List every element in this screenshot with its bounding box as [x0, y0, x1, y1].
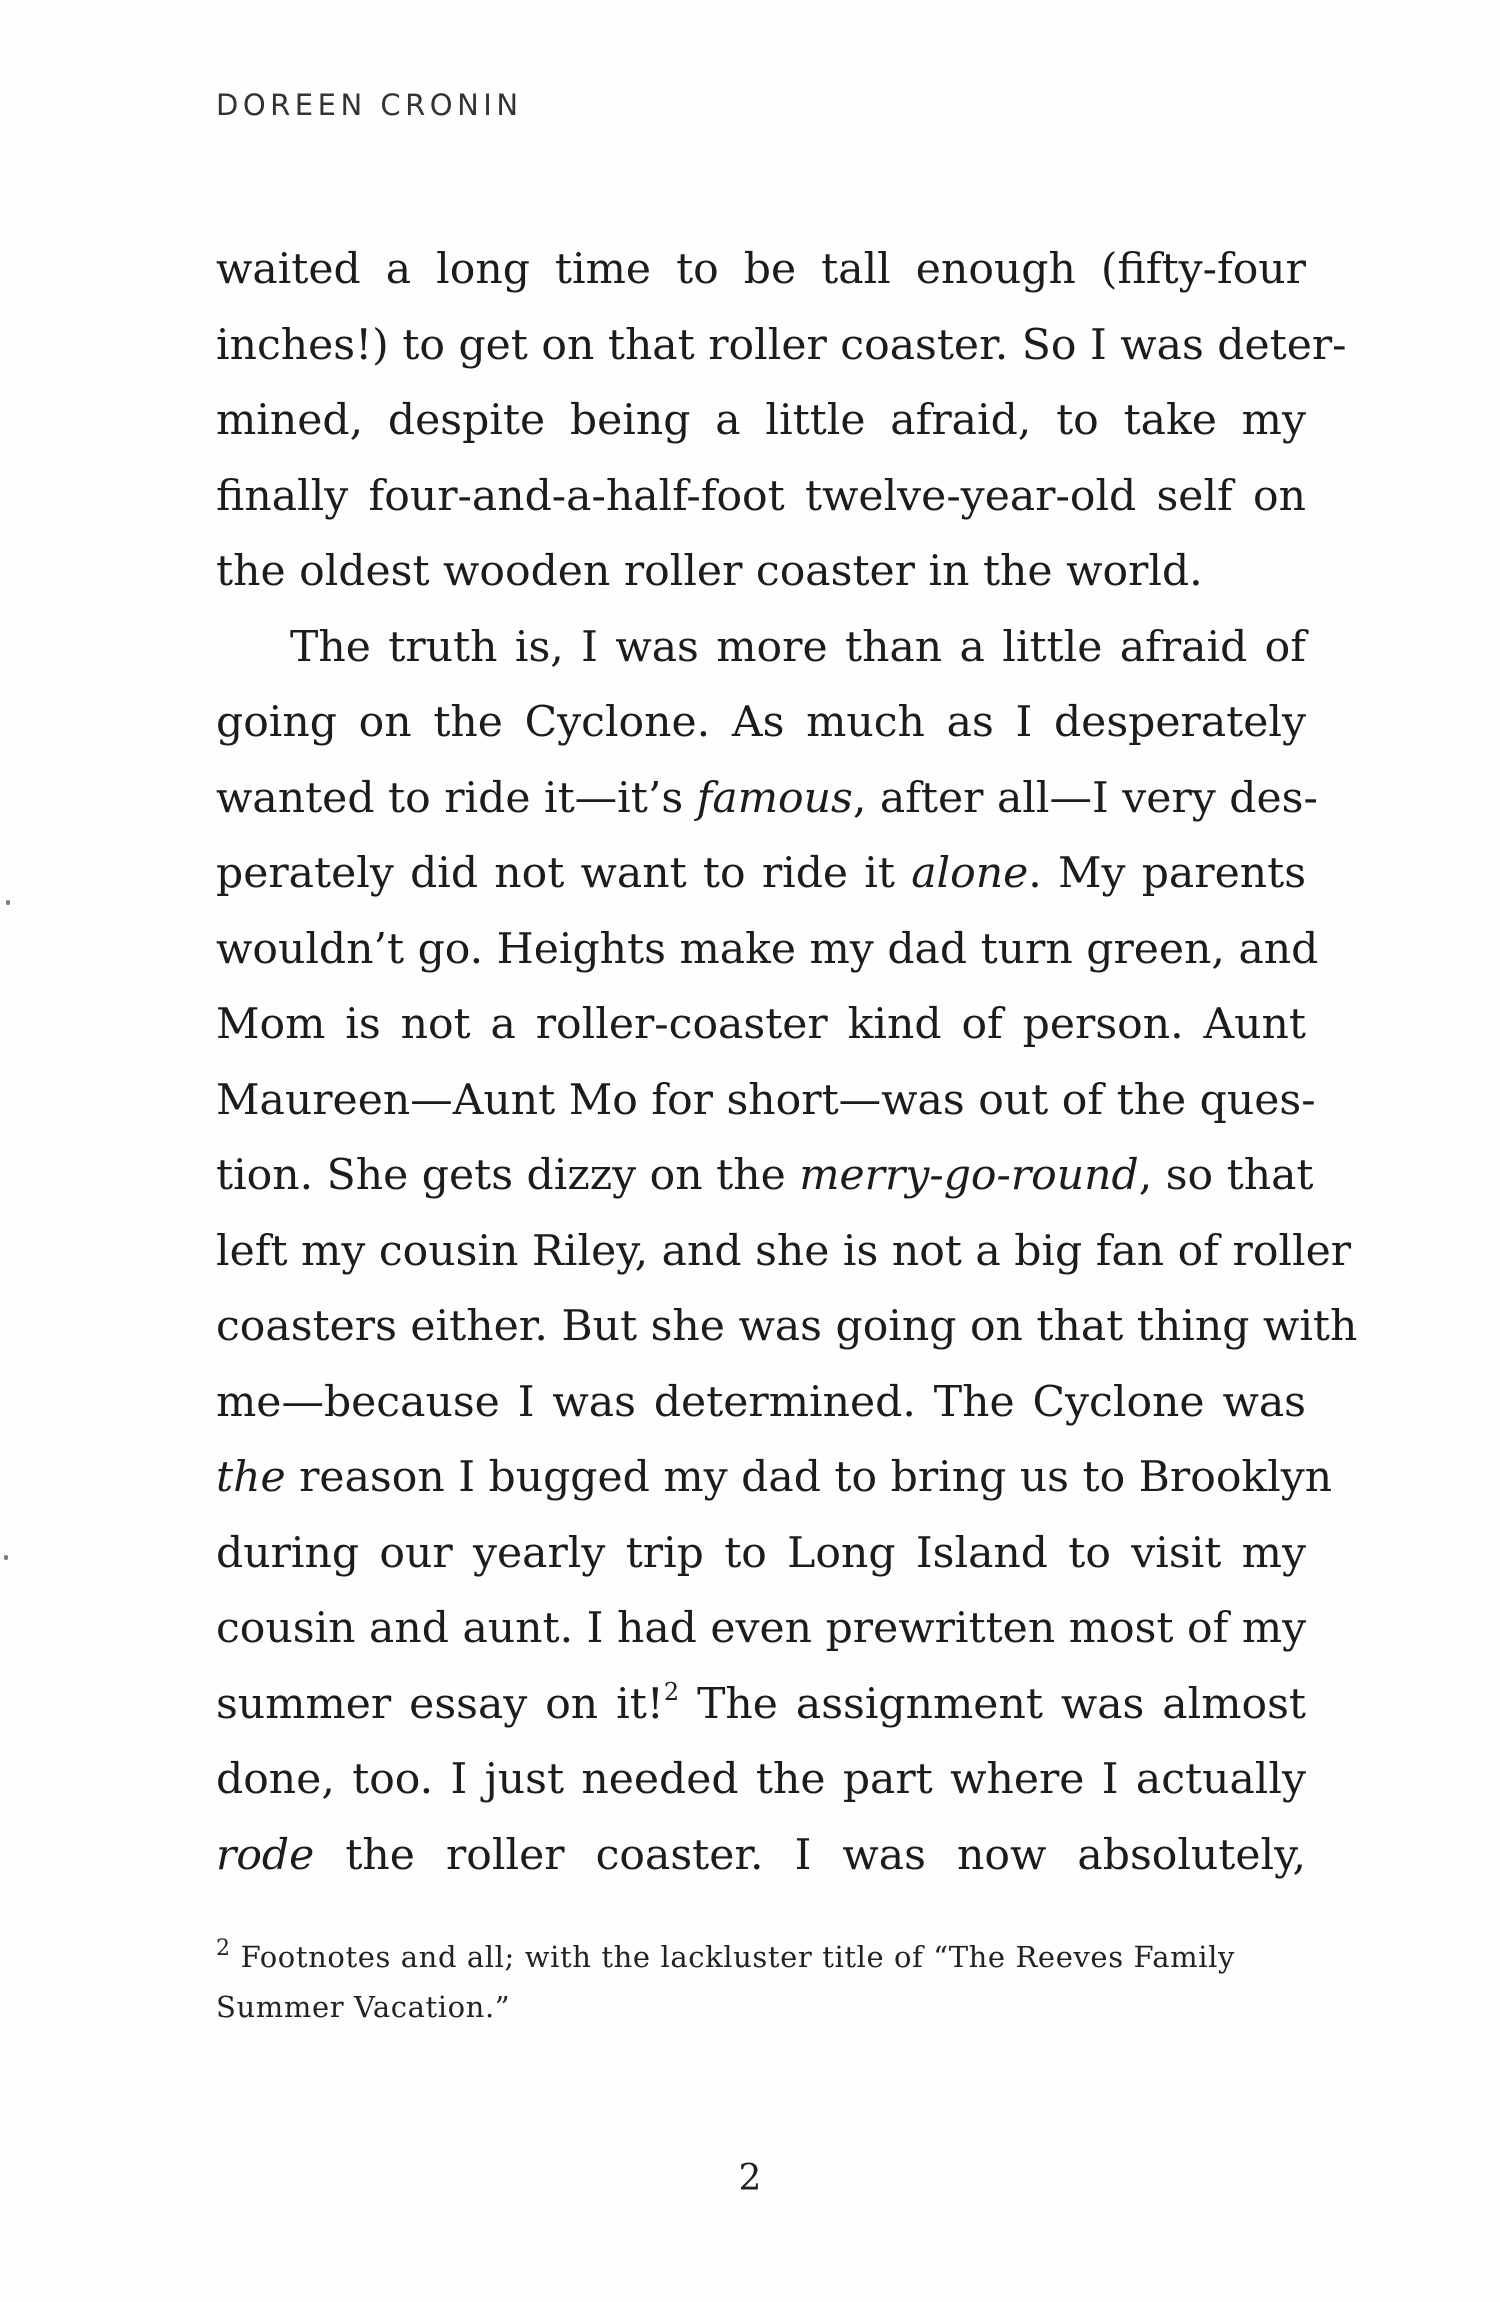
- text-run: summer essay on it!: [216, 1679, 664, 1729]
- running-head: DOREEN CRONIN: [216, 88, 523, 122]
- footnote-line: Summer Vacation.”: [216, 1990, 511, 2024]
- text-run: . My parents: [1028, 849, 1306, 898]
- text-line: me—because I was determined. The Cyclone was: [216, 1377, 1306, 1427]
- footnote-line: [216, 1932, 1306, 1982]
- text-line: inches!) to get on that roller coaster. So I was deter-: [216, 320, 1347, 370]
- footnote: [216, 1932, 1306, 2032]
- text-line: [216, 1818, 1306, 1894]
- text-line: going on the Cyclone. As much as I desperately: [216, 698, 1306, 747]
- footnote-marker: 2: [216, 1936, 231, 1961]
- text-line: cousin and aunt. I had even prewritten most of my: [216, 1604, 1307, 1653]
- text-line: [216, 1138, 1314, 1214]
- text-line: wouldn’t go. Heights make my dad turn green, and: [216, 924, 1319, 974]
- scan-speck: [4, 1555, 8, 1560]
- italic-word: famous: [696, 773, 853, 823]
- text-run: perately did not want to ride it: [216, 849, 912, 898]
- text-line: Mom is not a roller-coaster kind of person. Aunt: [216, 1000, 1306, 1049]
- text-line: waited a long time to be tall enough (fifty-four: [216, 245, 1306, 294]
- text-line: coasters either. But she was going on that thing with: [216, 1302, 1358, 1351]
- text-run: , so that: [1138, 1151, 1314, 1200]
- italic-word: the: [216, 1453, 286, 1502]
- footnote-text: Footnotes and all; with the lackluster title of “The Reeves Family: [240, 1940, 1235, 1974]
- text-line: during our yearly trip to Long Island to visit my: [216, 1528, 1306, 1578]
- scan-speck: [6, 900, 10, 905]
- text-run: tion. She gets dizzy on the: [216, 1151, 800, 1200]
- footnote-reference: 2: [663, 1677, 680, 1706]
- text-line: [216, 836, 1306, 912]
- text-line: left my cousin Riley, and she is not a big fan of roller: [216, 1226, 1352, 1276]
- text-line: mined, despite being a little afraid, to take my: [216, 396, 1306, 445]
- text-run: reason I bugged my dad to bring us to Brooklyn: [285, 1453, 1333, 1502]
- text-run: , after all—I very des-: [852, 773, 1318, 823]
- text-line: Maureen—Aunt Mo for short—was out of the ques-: [216, 1075, 1316, 1125]
- paragraph-2: [216, 610, 1358, 1894]
- text-line: [216, 761, 1318, 837]
- paragraph-1: [216, 232, 1347, 610]
- italic-word: merry-go-round: [799, 1151, 1139, 1200]
- text-line: finally four-and-a-half-foot twelve-year-old self on: [216, 471, 1306, 521]
- text-line: [216, 1667, 1306, 1743]
- text-run: the roller coaster. I was now absolutely,: [314, 1830, 1306, 1880]
- text-line: The truth is, I was more than a little afraid of: [290, 622, 1306, 672]
- page-number: 2: [738, 2158, 762, 2199]
- body-text: [216, 232, 1358, 1893]
- italic-word: alone: [911, 849, 1029, 898]
- text-line: [216, 1440, 1333, 1516]
- text-run: The assignment was almost: [679, 1679, 1306, 1729]
- italic-word: rode: [216, 1830, 315, 1880]
- text-run: wanted to ride it—it’s: [216, 773, 697, 823]
- text-line: done, too. I just needed the part where I actually: [216, 1755, 1306, 1804]
- text-line: the oldest wooden roller coaster in the world.: [216, 547, 1203, 596]
